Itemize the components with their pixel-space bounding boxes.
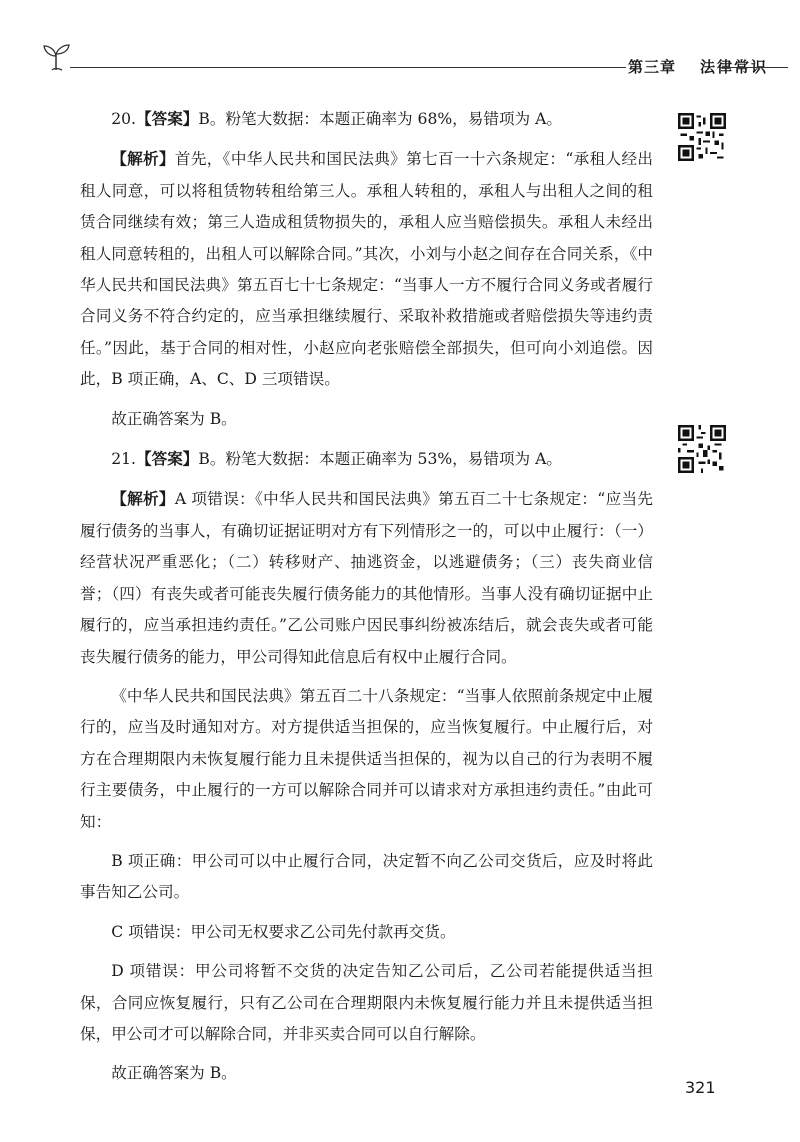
paragraph-text: B。粉笔大数据：本题正确率为 53%，易错项为 A。: [198, 450, 562, 469]
paragraph-text: D 项错误：甲公司将暂不交货的决定告知乙公司后，乙公司若能提供适当担保，合同应恢复履行，只有乙公司在合理期限内未恢复履行能力并且未提供适当担保，甲公司才可以解除合同，并非买卖合同可以自行解除。: [80, 962, 653, 1043]
question-number: 21.: [111, 450, 136, 469]
option-d-paragraph: [80, 956, 653, 1050]
page-header: [40, 40, 788, 80]
analysis-tag: 【解析】: [111, 149, 175, 169]
answer-tag: 【答案】: [136, 109, 199, 128]
answer-tag: 【答案】: [136, 449, 199, 469]
body-paragraph: [80, 681, 653, 838]
paragraph-text: A 项错误：《中华人民共和国民法典》第五百二十七条规定：“应当先履行债务的当事人，有确切证据证明对方有下列情形之一的，可以中止履行：（一）经营状况严重恶化；（二）转移财产、抽逃资金，以逃避债务；（三）丧失商业信誉；（四）有丧失或者可能丧失履行债务能力的其他情形。当事人没有确切证据中止履行的，应当承担违约责任。”乙公司账户因民事纠纷被冻结后，就会丧失或者可能丧失履行债务的能力，甲公司得知此信息后有权中止履行合同。: [80, 490, 653, 666]
conclusion-paragraph: [80, 404, 653, 435]
answer-paragraph: [80, 443, 653, 475]
page-number: 321: [685, 1078, 716, 1097]
qr-code-icon[interactable]: [678, 425, 726, 473]
question-number: 20.: [111, 110, 136, 128]
chapter-title: 第三章: [628, 58, 677, 76]
paragraph-text: 《中华人民共和国民法典》第五百二十八条规定：“当事人依照前条规定中止履行的，应当及时通知对方。对方提供适当担保的，应当恢复履行。中止履行后，对方在合理期限内未恢复履行能力且未提供适当担保的，视为以自己的行为表明不履行主要债务，中止履行的一方可以解除合同并可以请求对方承担违约责任。”由此可知：: [80, 686, 653, 831]
page-body: [80, 103, 653, 1098]
analysis-paragraph: [80, 483, 653, 672]
option-c-paragraph: [80, 917, 653, 948]
paragraph-text: B。粉笔大数据：本题正确率为 68%，易错项为 A。: [198, 110, 562, 128]
paragraph-text: 故正确答案为 B。: [111, 1064, 237, 1083]
sprout-icon: [40, 40, 74, 74]
header-rule: [70, 67, 626, 68]
analysis-paragraph: [80, 143, 653, 395]
paragraph-text: C 项错误：甲公司无权要求乙公司先付款再交货。: [111, 922, 456, 941]
paragraph-text: B 项正确：甲公司可以中止履行合同，决定暂不向乙公司交货后，应及时将此事告知乙公司。: [80, 851, 653, 902]
analysis-tag: 【解析】: [111, 489, 175, 509]
paragraph-text: 故正确答案为 B。: [111, 409, 237, 428]
answer-paragraph: [80, 103, 653, 135]
header-rule-tail: [720, 67, 788, 68]
paragraph-text: 首先，《中华人民共和国民法典》第七百一十六条规定：“承租人经出租人同意，可以将租赁物转租给第三人。承租人转租的，承租人与出租人之间的租赁合同继续有效；第三人造成租赁物损失的，承租人应当赔偿损失。承租人未经出租人同意转租的，出租人可以解除合同。”其次，小刘与小赵之间存在合同关系，《中华人民共和国民法典》第五百七十七条规定：“当事人一方不履行合同义务或者履行合同义务不符合约定的，应当承担继续履行、采取补救措施或者赔偿损失等违约责任。”因此，基于合同的相对性，小赵应向老张赔偿全部损失，但可向小刘追偿。因此，B 项正确，A、C、D 三项错误。: [80, 150, 653, 389]
qr-code-icon[interactable]: [678, 113, 726, 161]
option-b-paragraph: [80, 846, 653, 909]
conclusion-paragraph: [80, 1058, 653, 1089]
section-title: 法律常识: [700, 58, 769, 76]
